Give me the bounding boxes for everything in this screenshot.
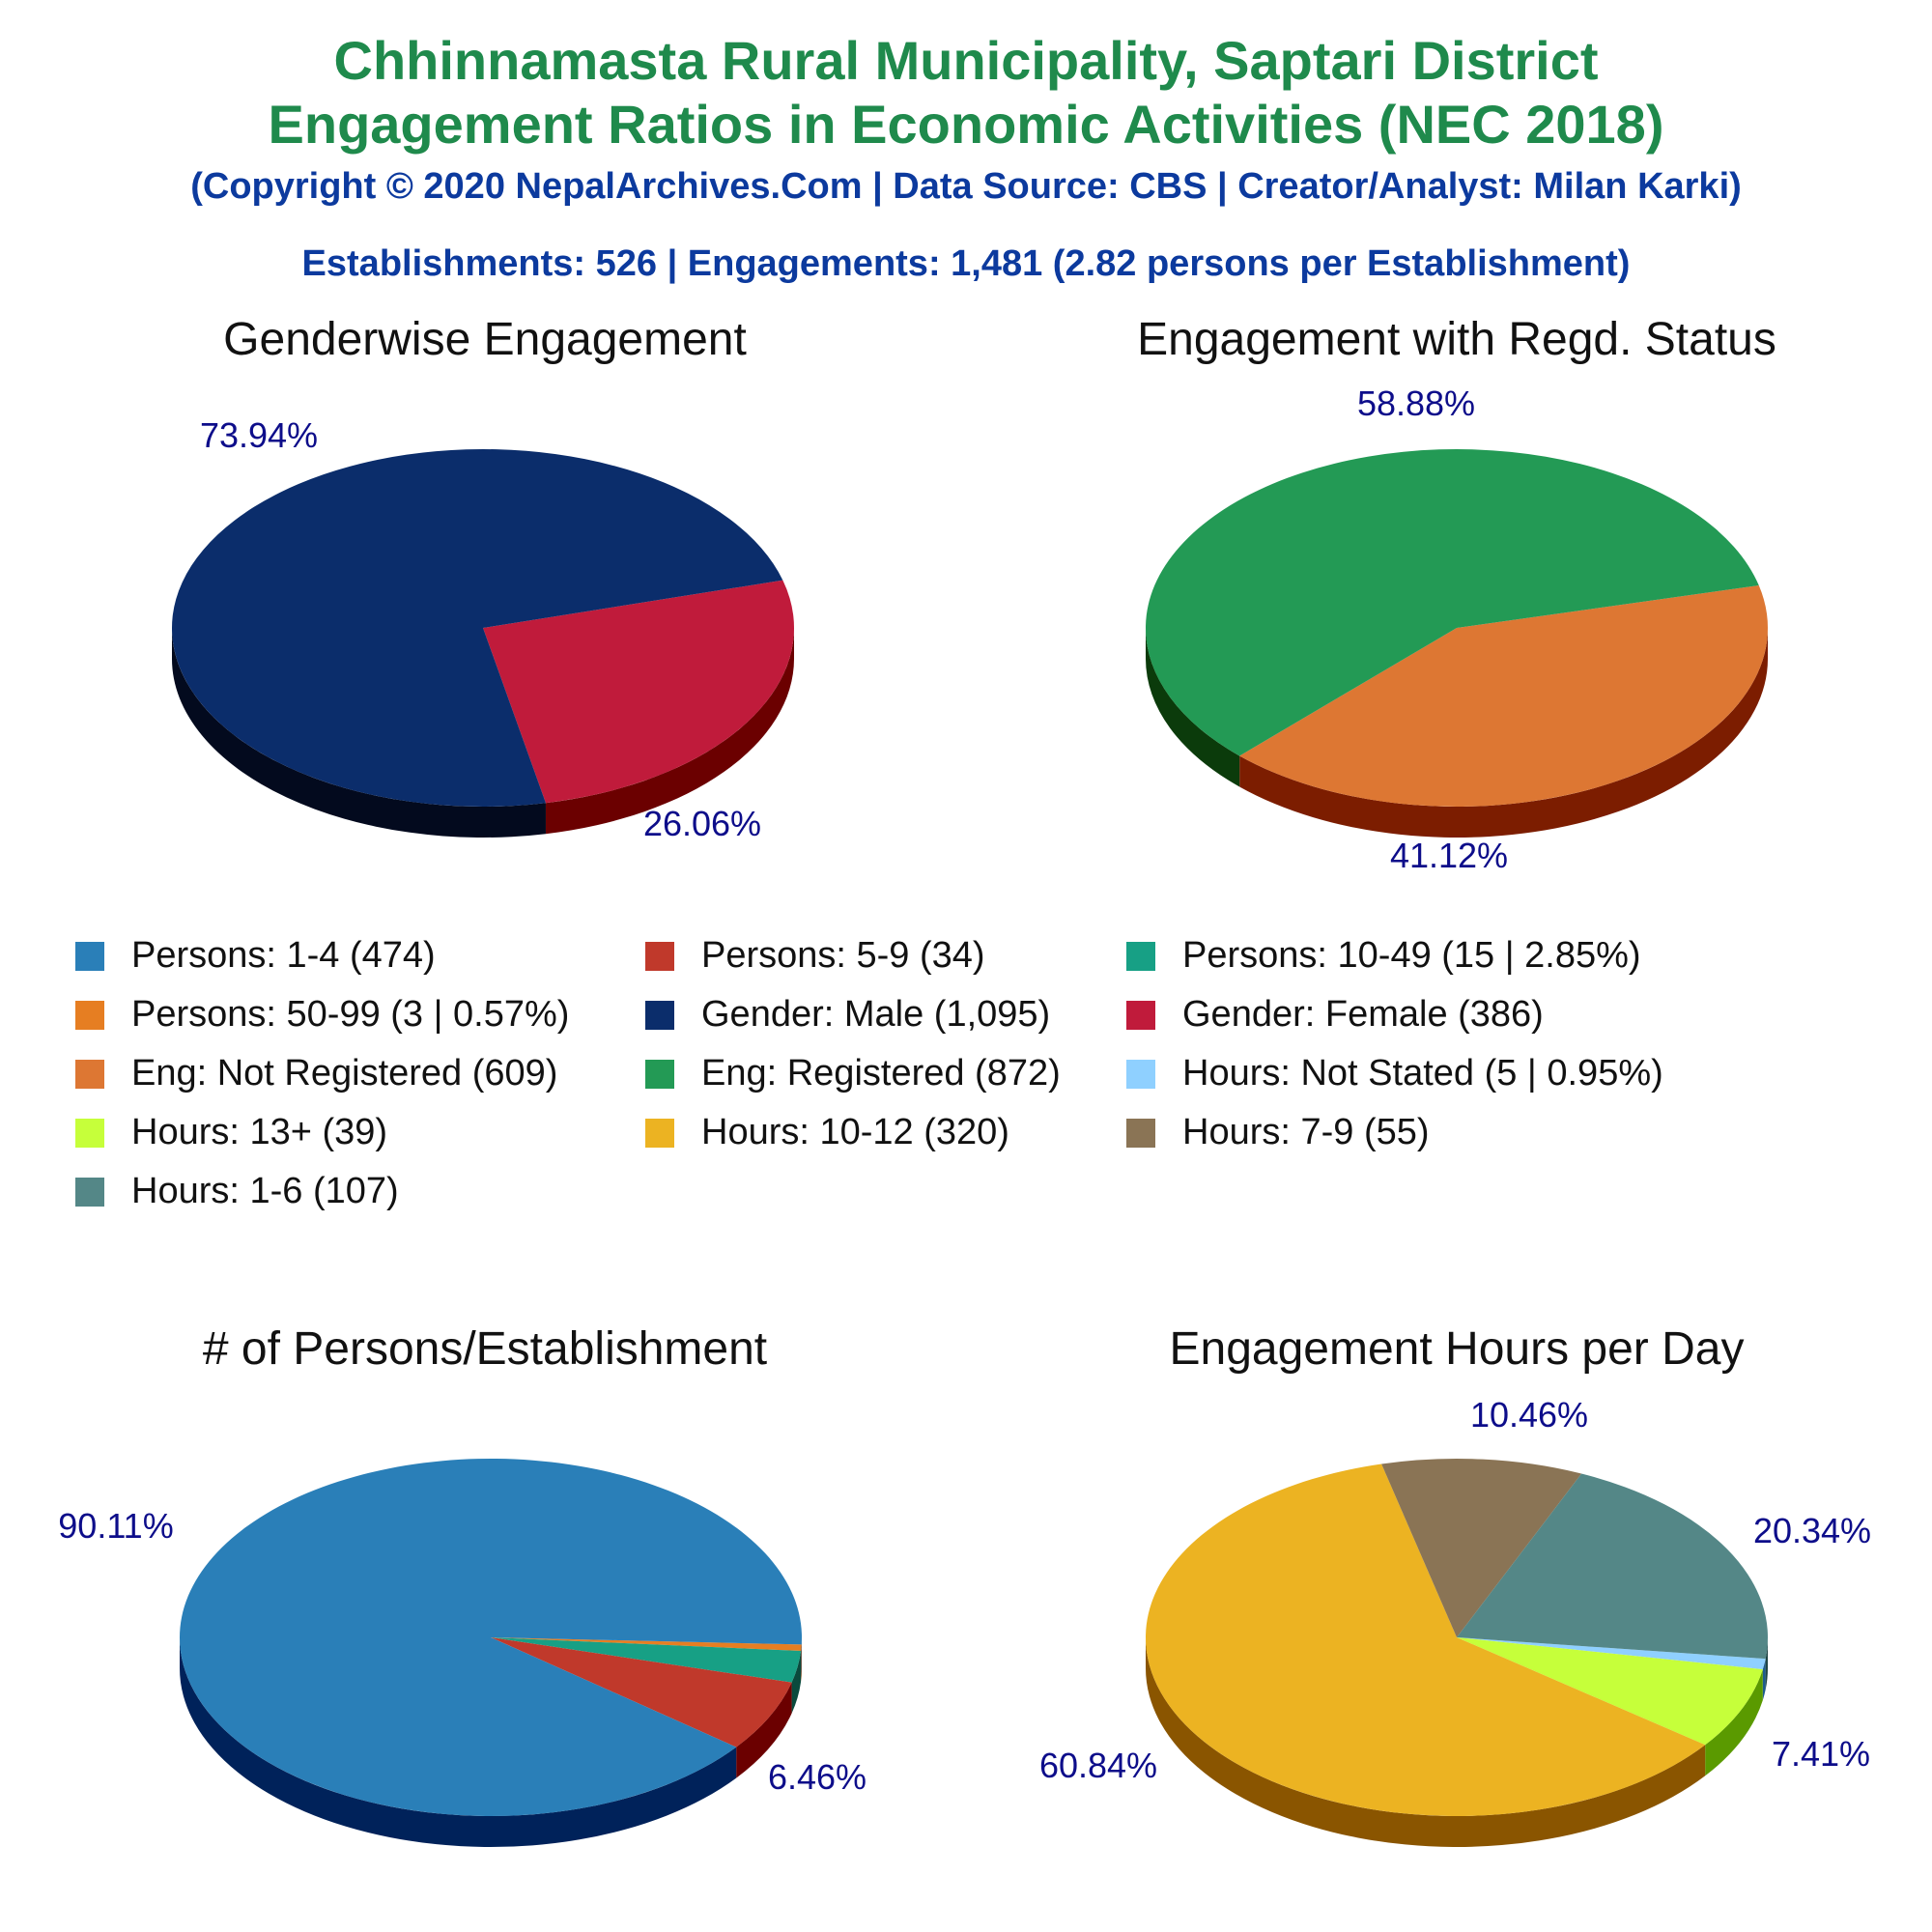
legend-label: Hours: 10-12 (320) — [701, 1112, 1009, 1152]
legend-label: Hours: 13+ (39) — [131, 1112, 388, 1152]
pct-label: 7.41% — [1771, 1734, 1871, 1774]
legend-swatch — [75, 1060, 104, 1089]
legend-swatch — [75, 1001, 104, 1030]
pct-label: 60.84% — [1038, 1746, 1158, 1785]
pct-label: 10.46% — [1469, 1395, 1589, 1435]
legend-item — [75, 1171, 399, 1212]
legend-item — [645, 1112, 1009, 1153]
pct-label: 58.88% — [1356, 384, 1476, 423]
legend-swatch — [75, 1178, 104, 1207]
legend-swatch — [1126, 1060, 1155, 1089]
legend-label: Hours: 7-9 (55) — [1182, 1112, 1430, 1152]
legend-item — [645, 1053, 1061, 1094]
pie-slice — [180, 1459, 802, 1816]
legend-item — [1126, 994, 1544, 1036]
chart-subtitle: Engagement Ratios in Economic Activities (NEC 2018) — [268, 94, 1664, 155]
legend-swatch — [1126, 1001, 1155, 1030]
legend-swatch — [645, 1001, 674, 1030]
pct-label: 73.94% — [199, 415, 319, 455]
pie-genderwise — [172, 449, 794, 838]
legend-swatch — [645, 1119, 674, 1148]
pct-label: 41.12% — [1389, 836, 1509, 875]
legend-swatch — [75, 942, 104, 971]
legend-item — [1126, 1053, 1663, 1094]
pct-label: 26.06% — [642, 804, 762, 843]
summary-stats: Establishments: 526 | Engagements: 1,481 (2.82 persons per Establishment) — [301, 243, 1631, 284]
chart-hours-title: Engagement Hours per Day — [1169, 1323, 1745, 1375]
legend-item — [75, 994, 569, 1036]
legend-label: Persons: 50-99 (3 | 0.57%) — [131, 994, 570, 1035]
chart-genderwise-title: Genderwise Engagement — [223, 314, 747, 365]
legend-item — [75, 1112, 387, 1153]
legend-item — [1126, 1112, 1430, 1153]
legend-label: Eng: Registered (872) — [701, 1053, 1061, 1094]
chart-persons-title: # of Persons/Establishment — [202, 1323, 768, 1375]
legend-swatch — [75, 1119, 104, 1148]
legend-label: Gender: Male (1,095) — [701, 994, 1051, 1035]
legend-swatch — [1126, 1119, 1155, 1148]
legend-label: Persons: 10-49 (15 | 2.85%) — [1182, 935, 1641, 976]
legend-swatch — [645, 942, 674, 971]
copyright-line: (Copyright © 2020 NepalArchives.Com | Data Source: CBS | Creator/Analyst: Milan Karki) — [190, 166, 1742, 207]
pct-label: 90.11% — [58, 1506, 174, 1546]
pct-label: 20.34% — [1752, 1511, 1872, 1550]
legend-label: Hours: 1-6 (107) — [131, 1171, 399, 1211]
legend-item — [645, 935, 985, 977]
legend-swatch — [1126, 942, 1155, 971]
legend-label: Persons: 5-9 (34) — [701, 935, 985, 976]
pie-persons — [180, 1459, 802, 1847]
legend-label: Gender: Female (386) — [1182, 994, 1544, 1035]
pie-hours — [1146, 1459, 1768, 1847]
legend-label: Hours: Not Stated (5 | 0.95%) — [1182, 1053, 1663, 1094]
legend-item — [645, 994, 1050, 1036]
pie-registration — [1146, 449, 1768, 838]
legend-item — [75, 1053, 557, 1094]
legend-swatch — [645, 1060, 674, 1089]
legend-item — [1126, 935, 1641, 977]
legend-item — [75, 935, 436, 977]
legend-label: Persons: 1-4 (474) — [131, 935, 436, 976]
pct-label: 6.46% — [767, 1757, 867, 1797]
chart-title: Chhinnamasta Rural Municipality, Saptari District — [333, 30, 1599, 91]
legend-label: Eng: Not Registered (609) — [131, 1053, 558, 1094]
chart-registration-title: Engagement with Regd. Status — [1137, 314, 1776, 365]
